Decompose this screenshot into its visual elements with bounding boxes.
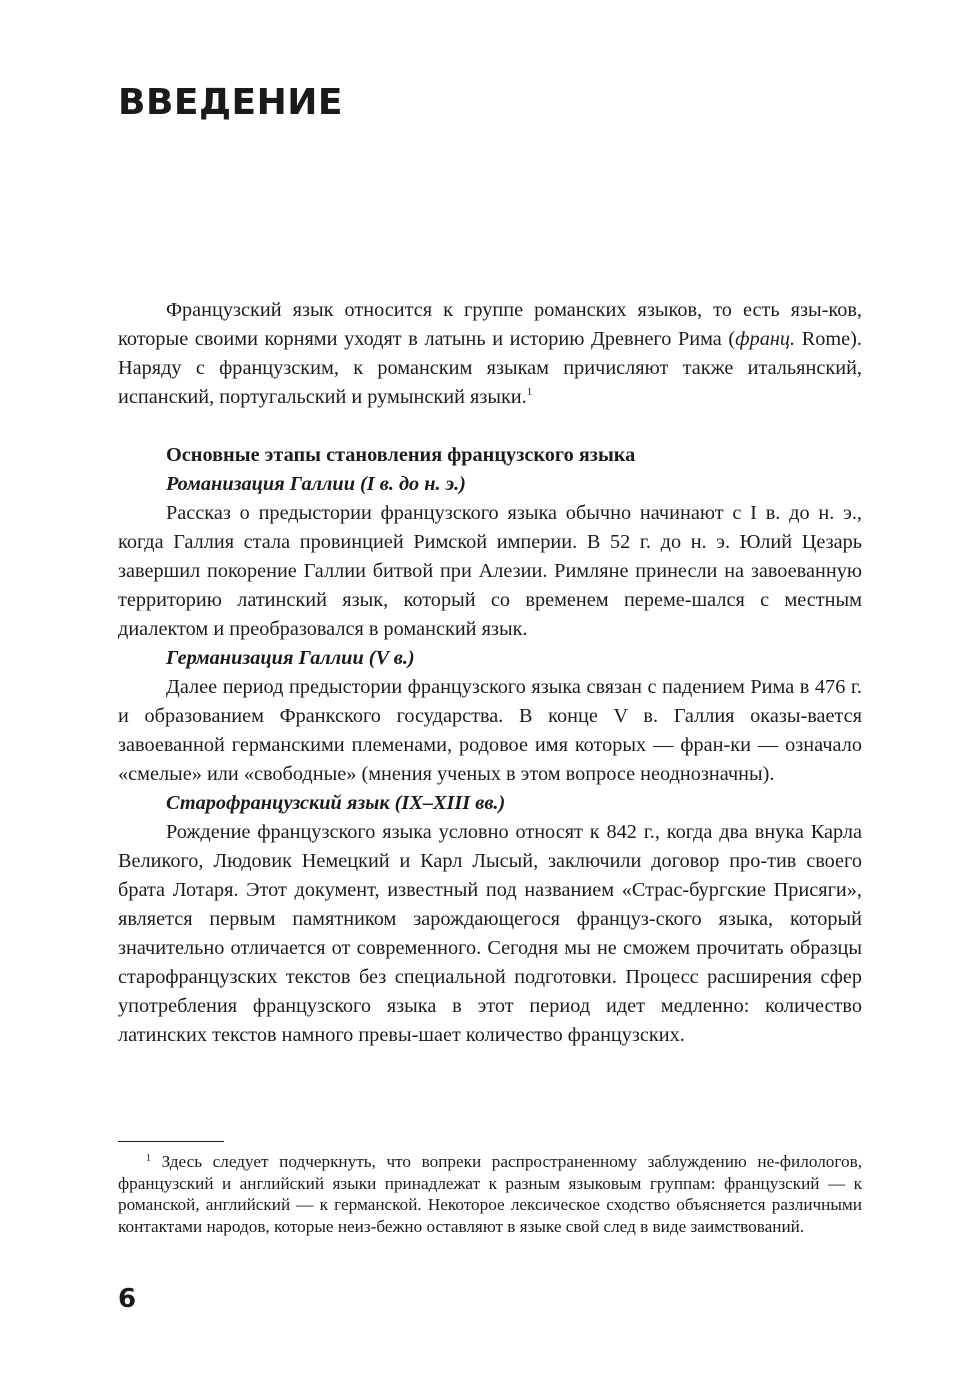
footnote-text: Здесь следует подчеркнуть, что вопреки распространенному заблуждению не-филологов, французский и английский языки принадлежат к разным языковым группам: французский — к романской, английский — к германской. Некоторое лексическое сходство объясняется различными контактами народов, которые неиз-бежно оставляют в языке свой след в виде заимствований. <box>118 1152 862 1236</box>
page-number: 6 <box>118 1284 137 1314</box>
book-page <box>118 0 862 1376</box>
footnote-divider <box>118 1141 224 1142</box>
intro-text-start: Французский язык относится к группе романских языков, то есть язы-ков, которые своими корнями уходят в латынь и историю Древнего Рима ( <box>118 299 862 350</box>
paragraph-spacer <box>118 412 862 441</box>
intro-paragraph <box>118 296 862 412</box>
subsection-text-old-french: Рождение французского языка условно относят к 842 г., когда два внука Карла Великого, Людовик Немецкий и Карл Лысый, заключили договор про-тив своего брата Лотаря. Этот документ, известный под названием «Страс-бургские Присяги», является первым памятником зарождающегося француз-ского языка, который значительно отличается от современного. Сегодня мы не сможем прочитать образцы старофранцузских текстов без специальной подготовки. Процесс расширения сфер употребления французского языка в этот период идет медленно: количество латинских текстов намного превы-шает количество французских. <box>118 821 862 1046</box>
intro-italic-abbrev: франц. <box>735 328 796 350</box>
intro-text-end: Rome). Наряду с французским, к романским языкам причисляют также итальянский, испанский, португальский и румынский языки. <box>118 328 862 408</box>
chapter-title: ВВЕДЕНИЕ <box>118 82 343 123</box>
subsection-title-old-french: Старофранцузский язык (IX–XIII вв.) <box>166 792 506 814</box>
subsection-text-germanization: Далее период предыстории французского языка связан с падением Рима в 476 г. и образованием Франкского государства. В конце V в. Галлия оказы-вается завоеванной германскими племенами, родовое имя которых — фран-ки — означало «смелые» или «свободные» (мнения ученых в этом вопросе неоднозначны). <box>118 676 862 785</box>
footnote <box>118 1151 862 1237</box>
section-heading: Основные этапы становления французского языка <box>166 444 636 466</box>
subsection-title-romanization: Романизация Галлии (I в. до н. э.) <box>166 473 466 495</box>
subsection-title-germanization: Германизация Галлии (V в.) <box>166 647 415 669</box>
footnote-reference[interactable]: 1 <box>526 386 533 398</box>
footnote-number: 1 <box>146 1153 151 1164</box>
main-text <box>118 296 862 1050</box>
subsection-text-romanization: Рассказ о предыстории французского языка обычно начинают с I в. до н. э., когда Галлия стала провинцией Римской империи. В 52 г. до н. э. Юлий Цезарь завершил покорение Галлии битвой при Алезии. Римляне принесли на завоеванную территорию латинский язык, который со временем переме-шался с местным диалектом и преобразовался в романский язык. <box>118 502 862 640</box>
